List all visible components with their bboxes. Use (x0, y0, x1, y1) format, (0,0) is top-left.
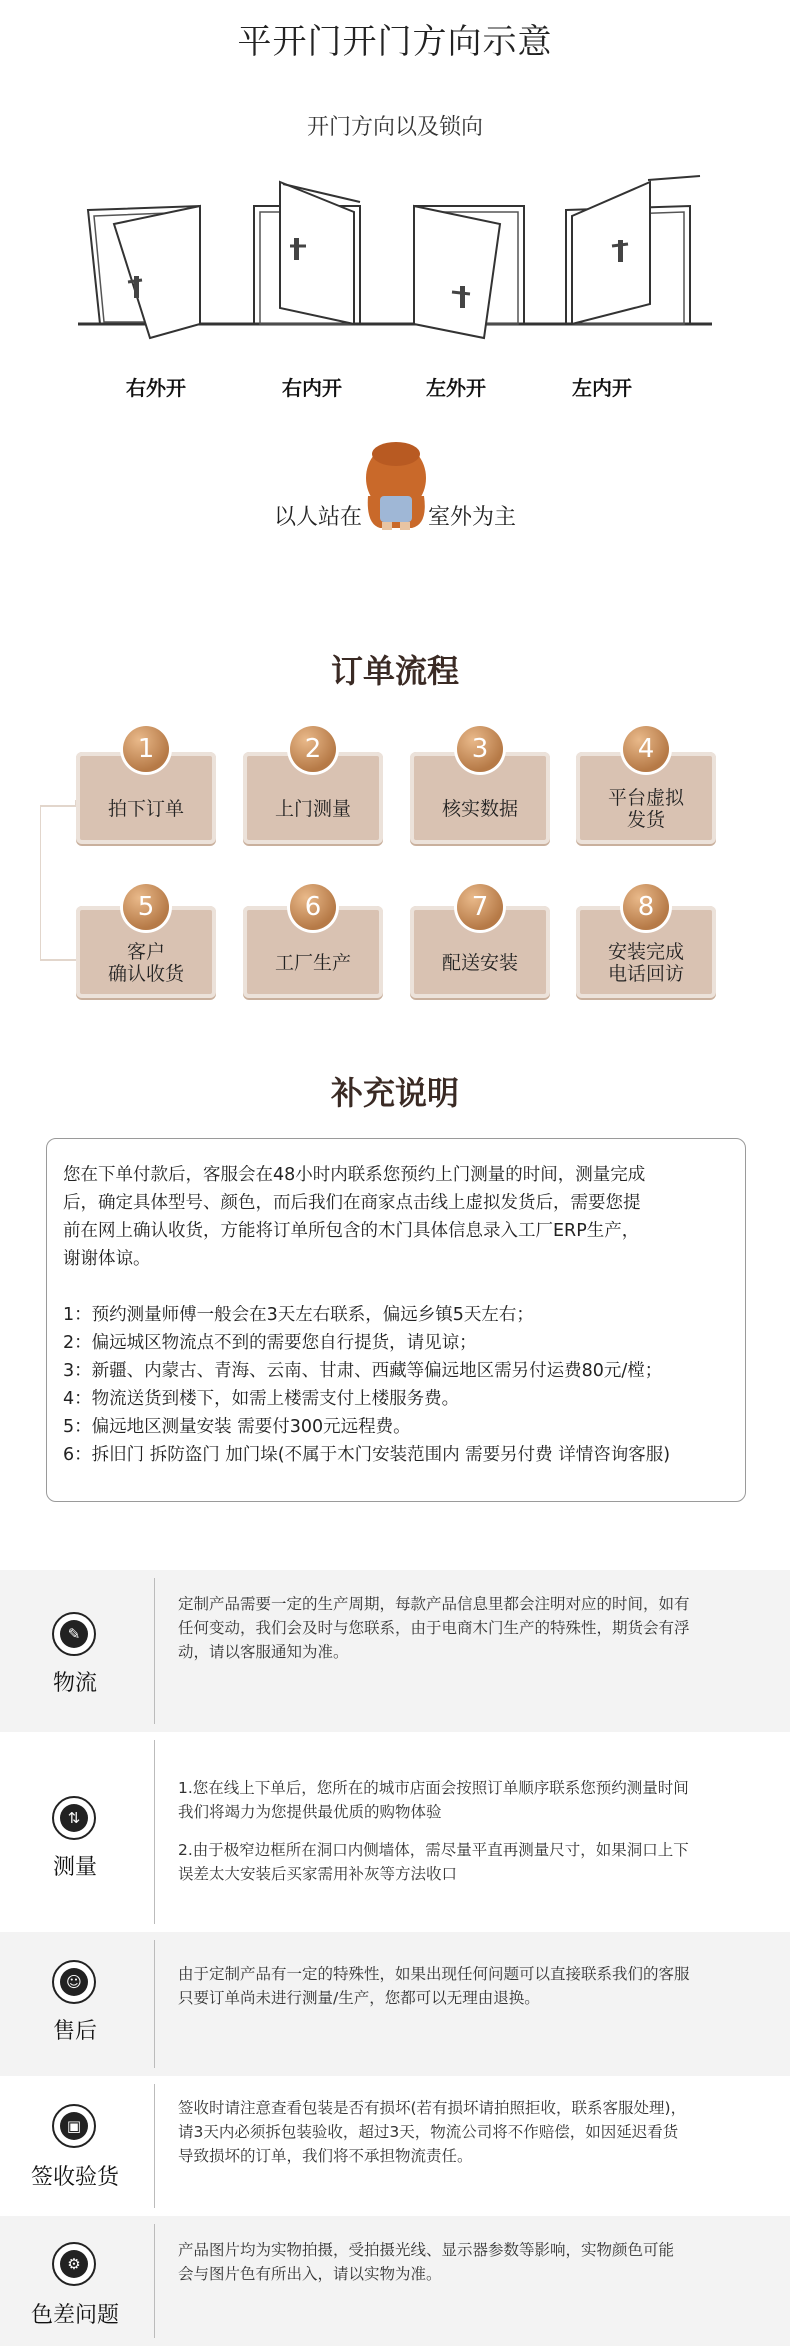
door-label: 右外开 (126, 376, 186, 400)
step-number: 3 (457, 726, 503, 772)
step-number: 2 (290, 726, 336, 772)
info-text: 签收时请注意查看包装是否有损坏(若有损坏请拍照拒收，联系客服处理)， 请3天内必须拆包装验收，超过3天，物流公司将不作赔偿，如因延迟看货 导致损坏的订单，我们将不承担物流责任。 (178, 2099, 687, 2165)
notes-item: 2：偏远城区物流点不到的需要您自行提货，请见谅； (63, 1333, 477, 1353)
door-inward-left-icon (566, 176, 700, 324)
door-outward-right-icon (88, 206, 200, 338)
notes-intro-line: 您在下单付款后，客服会在48小时内联系您预约上门测量的时间，测量完成 (63, 1165, 646, 1185)
person-icon (358, 438, 434, 530)
info-text: 定制产品需要一定的生产周期，每款产品信息里都会注明对应的时间，如有 任何变动，我们会及时与您联系，由于电商木门生产的特殊性，期货会有浮 动，请以客服通知为准。 (178, 1595, 690, 1661)
step-card: 平台虚拟 发货 (576, 752, 716, 844)
door-label: 左外开 (426, 376, 486, 400)
info-row-logistics (0, 1570, 790, 1732)
info-row-after-sales (0, 1932, 790, 2076)
step-number: 4 (623, 726, 669, 772)
page-subtitle: 开门方向以及锁向 (306, 115, 483, 140)
notes-item: 4：物流送货到楼下，如需上楼需支付上楼服务费。 (63, 1389, 460, 1409)
order-title: 订单流程 (330, 652, 459, 690)
info-text: 由于定制产品有一定的特殊性，如果出现任何问题可以直接联系我们的客服 只要订单尚未进行测量/生产，您都可以无理由退换。 (178, 1965, 690, 2007)
notes-item: 6：拆旧门 拆防盗门 加门垛(不属于木门安装范围内 需要另付费 详情咨询客服) (63, 1445, 671, 1465)
after-sales-icon: ☺ (52, 1960, 96, 2004)
door-outward-left-icon (414, 206, 524, 338)
step-number: 7 (457, 884, 503, 930)
info-label: 色差问题 (30, 2303, 119, 2328)
step-number: 1 (123, 726, 169, 772)
logistics-icon: ✎ (52, 1612, 96, 1656)
notes-item: 1：预约测量师傅一般会在3天左右联系，偏远乡镇5天左右； (63, 1305, 534, 1325)
step-card: 客户 确认收货 (76, 906, 216, 998)
info-label: 售后 (52, 2019, 97, 2044)
standing-text-left: 以人站在 (274, 505, 363, 530)
info-row-sign-inspect (0, 2076, 790, 2216)
info-label: 测量 (52, 1855, 97, 1880)
info-row-color-diff (0, 2216, 790, 2346)
sign-inspect-icon: ▣ (52, 2104, 96, 2148)
step-card: 工厂生产 (243, 906, 383, 998)
step-number: 8 (623, 884, 669, 930)
notes-intro-line: 谢谢体谅。 (63, 1249, 151, 1269)
step-card: 安装完成 电话回访 (576, 906, 716, 998)
door-label: 右内开 (282, 376, 342, 400)
notes-intro-line: 后，确定具体型号、颜色，而后我们在商家点击线上虚拟发货后，需要您提 (63, 1193, 641, 1213)
notes-box (46, 1138, 746, 1502)
step-card: 核实数据 (410, 752, 550, 844)
door-label: 左内开 (572, 376, 632, 400)
standing-text-right: 室外为主 (428, 505, 517, 530)
step-card: 上门测量 (243, 752, 383, 844)
step-card: 拍下订单 (76, 752, 216, 844)
notes-intro-line: 前在网上确认收货，方能将订单所包含的木门具体信息录入工厂ERP生产， (63, 1221, 640, 1241)
notes-item: 5：偏远地区测量安装 需要付300元远程费。 (63, 1417, 411, 1437)
info-label: 签收验货 (30, 2165, 119, 2190)
page-title: 平开门开门方向示意 (237, 22, 553, 62)
door-illustrations (0, 160, 790, 360)
door-inward-right-icon (254, 182, 360, 324)
info-text: 产品图片均为实物拍摄，受拍摄光线、显示器参数等影响，实物颜色可能 会与图片色有所出入，请以实物为准。 (178, 2241, 675, 2283)
measure-icon: ⇅ (52, 1796, 96, 1840)
info-label: 物流 (52, 1671, 97, 1696)
info-text: 1.您在线上下单后，您所在的城市店面会按照订单顺序联系您预约测量时间 我们将竭力为您提供最优质的购物体验 2.由于极窄边框所在洞口内侧墙体，需尽量平直再测量尺寸，如果洞口上下 误差太大安装后买家需用补灰等方法收口 (178, 1779, 689, 1883)
step-number: 5 (123, 884, 169, 930)
notes-title: 补充说明 (330, 1074, 459, 1112)
color-diff-icon: ⚙ (52, 2242, 96, 2286)
info-row-measure (0, 1732, 790, 1932)
step-number: 6 (290, 884, 336, 930)
step-card: 配送安装 (410, 906, 550, 998)
notes-item: 3：新疆、内蒙古、青海、云南、甘肃、西藏等偏远地区需另付运费80元/樘； (63, 1361, 663, 1381)
